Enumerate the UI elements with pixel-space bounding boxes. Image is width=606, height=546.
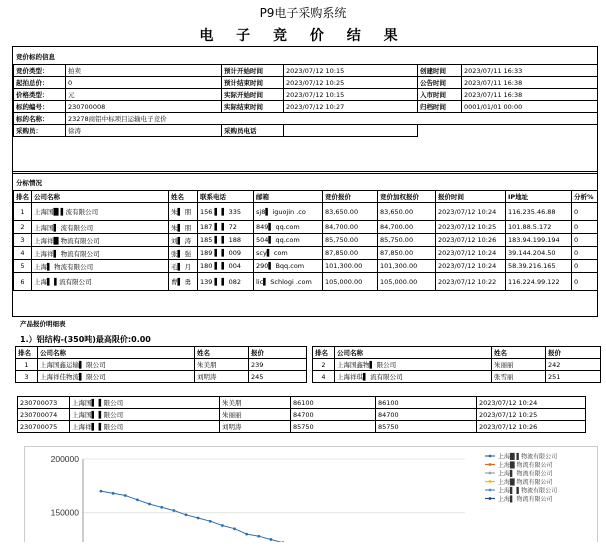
score-cell: 58.39.216.165 — [506, 260, 572, 273]
score-cell: 上海国▌ 流有限公司 — [32, 221, 169, 234]
score-cell: 87,850.00 — [323, 247, 378, 260]
bid-cell: 2023/07/12 10:26 — [477, 421, 586, 433]
score-cell: 85,750.00 — [378, 234, 436, 247]
score-cell: 3 — [14, 234, 32, 247]
bid-cell: 上海国▌ ▌限公司 — [70, 397, 220, 409]
score-cell: 84,700.00 — [378, 221, 436, 234]
score-cell: 毛▌ 月 — [169, 260, 198, 273]
bid-cell: 86100 — [376, 397, 477, 409]
info-label: 预计开始时间 — [222, 65, 284, 77]
bid-cell: 230700073 — [18, 397, 70, 409]
detail-col-header: 公司名称 — [38, 347, 195, 359]
score-row — [14, 260, 598, 273]
app-title: P9电子采购系统 — [259, 6, 347, 20]
score-col-header: 分析% — [572, 191, 598, 203]
detail-right-table — [312, 346, 601, 383]
bid-cell: 刘明涛 — [220, 421, 291, 433]
detail-cell: 242 — [546, 359, 601, 371]
score-cell: 2023/07/12 10:22 — [436, 273, 506, 291]
info-section-title: 竞价标的信息 — [16, 53, 55, 61]
detail-cell: 251 — [546, 371, 601, 383]
series-point — [100, 490, 103, 493]
legend-marker — [489, 455, 492, 458]
bid-cell: 2023/07/12 10:25 — [477, 409, 586, 421]
bid-cell: 朱美朋 — [220, 397, 291, 409]
info-row — [14, 101, 598, 113]
info-table — [13, 64, 598, 137]
info-value: 2023/07/12 10:15 — [284, 89, 418, 101]
score-cell: 183.94.199.194 — [506, 234, 572, 247]
score-cell: 刘▌ 涛 — [169, 234, 198, 247]
series-point — [197, 517, 200, 520]
bid-cell: 上海国▌ ▌限公司 — [70, 409, 220, 421]
legend-label: 上海▌ 物流有限公司 — [498, 496, 553, 503]
bid-row — [18, 421, 586, 433]
series-point — [136, 498, 139, 501]
info-value: 2023/07/12 10:15 — [284, 65, 418, 77]
score-cell: 0 — [572, 247, 598, 260]
series-point — [221, 524, 224, 527]
score-row — [14, 221, 598, 234]
score-cell: 上海祥▌ 物流有限公司 — [32, 247, 169, 260]
price-chart — [24, 446, 598, 542]
legend-marker — [489, 463, 492, 466]
detail-cell: 上海祥琪▌ 流有限公司 — [335, 371, 492, 383]
buyer-label: 采购员： — [14, 125, 66, 137]
bid-cell: 85750 — [291, 421, 376, 433]
score-cell: 0 — [572, 273, 598, 291]
info-label: 起拍总价： — [14, 77, 66, 89]
score-col-header: 公司名称 — [32, 191, 169, 203]
bid-cell: 230700074 — [18, 409, 70, 421]
score-col-header: IP地址 — [506, 191, 572, 203]
score-cell: 849▌ qq.com — [254, 221, 323, 234]
score-row — [14, 273, 598, 291]
detail-cell: 1 — [16, 359, 38, 371]
score-cell: 2023/07/12 10:24 — [436, 203, 506, 221]
buyer-phone-label: 采购员电话 — [222, 125, 284, 137]
score-cell: 105,000.00 — [378, 273, 436, 291]
detail-cell: 上海祥佳物流▌ 限公司 — [38, 371, 195, 383]
detail-cell: 上海国鑫运输▌ 限公司 — [38, 359, 195, 371]
series-point — [124, 494, 127, 497]
score-col-header: 报价时间 — [436, 191, 506, 203]
detail-row — [16, 371, 307, 383]
score-cell: 上海▌ 物流有限公司 — [32, 260, 169, 273]
price-chart-svg — [25, 447, 597, 542]
score-cell: 139 ▌ ▌ 082 — [198, 273, 254, 291]
buyer-value: 徐涛 — [66, 125, 222, 137]
series-point — [185, 513, 188, 516]
detail-cell: 245 — [249, 371, 307, 383]
info-label: 入市时间 — [418, 89, 462, 101]
scores-section-title: 分标情况 — [16, 179, 42, 187]
series-point — [112, 492, 115, 495]
score-cell: 0 — [572, 234, 598, 247]
legend-marker — [489, 480, 492, 483]
score-col-header: 联系电话 — [198, 191, 254, 203]
bid-cell: 朱丽丽 — [220, 409, 291, 421]
score-cell: 84,700.00 — [323, 221, 378, 234]
info-section — [12, 46, 598, 174]
score-cell: 0 — [572, 260, 598, 273]
bid-row — [18, 397, 586, 409]
detail-cell: 朱丽丽 — [492, 359, 546, 371]
score-row — [14, 234, 598, 247]
detail-cell: 2 — [313, 359, 335, 371]
score-cell: 上海国█ ▌流有限公司 — [32, 203, 169, 221]
score-cell: 85,750.00 — [323, 234, 378, 247]
score-cell: 0 — [572, 221, 598, 234]
score-col-header: 排名 — [14, 191, 32, 203]
item-title: 1.）铝结构-(350吨)最高限价:0.00 — [20, 335, 151, 344]
legend-marker — [489, 489, 492, 492]
detail-row — [313, 359, 601, 371]
bid-row — [18, 409, 586, 421]
detail-row — [16, 359, 307, 371]
info-label: 竞价类型： — [14, 65, 66, 77]
score-cell: 101.88.5.172 — [506, 221, 572, 234]
info-value: 元 — [66, 89, 222, 101]
info-label: 价格类型： — [14, 89, 66, 101]
info-label: 归档时间 — [418, 101, 462, 113]
info-label: 实际结束时间 — [222, 101, 284, 113]
score-cell: 290▌ Bqq.com — [254, 260, 323, 273]
detail-col-header: 报价 — [546, 347, 601, 359]
score-cell: sj8▌ iguojin .co — [254, 203, 323, 221]
bid-cell: 86100 — [291, 397, 376, 409]
score-cell: 101,300.00 — [378, 260, 436, 273]
score-cell: 张▌ 强 — [169, 247, 198, 260]
info-row — [14, 89, 598, 101]
score-cell: 83,650.00 — [323, 203, 378, 221]
score-cell: 187 ▌ ▌ 72 — [198, 221, 254, 234]
score-cell: 83,650.00 — [378, 203, 436, 221]
score-cell: 朱▌ 朋 — [169, 221, 198, 234]
score-cell: 87,850.00 — [378, 247, 436, 260]
info-label: 实际开始时间 — [222, 89, 284, 101]
score-cell: 156 ▌ ▌ 335 — [198, 203, 254, 221]
detail-cell: 上海国鑫物▌ 限公司 — [335, 359, 492, 371]
series-point — [245, 533, 248, 536]
series-point — [148, 503, 151, 506]
bid-cell: 85750 — [376, 421, 477, 433]
info-label: 标的编号： — [14, 101, 66, 113]
score-cell: 2 — [14, 221, 32, 234]
detail-col-header: 报价 — [249, 347, 307, 359]
legend-label: 上海█ 物流有限公司 — [498, 462, 553, 469]
detail-col-header: 排名 — [16, 347, 38, 359]
detail-cell: 朱美朋 — [195, 359, 249, 371]
info-label: 创建时间 — [418, 65, 462, 77]
bid-cell: 上海祥▌ ▌限公司 — [70, 421, 220, 433]
info-value: 2023/07/12 10:27 — [284, 101, 418, 113]
score-cell: 101,300.00 — [323, 260, 378, 273]
legend-marker — [489, 497, 492, 500]
score-cell: scy▌ com — [254, 247, 323, 260]
score-cell: 5 — [14, 260, 32, 273]
series-point — [160, 506, 163, 509]
blank-cell — [418, 125, 598, 137]
score-cell: 朱▌ 朋 — [169, 203, 198, 221]
score-cell: 39.144.204.50 — [506, 247, 572, 260]
score-cell: 116.235.46.88 — [506, 203, 572, 221]
series-point — [257, 535, 260, 538]
series-point — [172, 509, 175, 512]
score-col-header: 姓名 — [169, 191, 198, 203]
y-tick-label: 200000 — [50, 454, 79, 464]
buyer-phone-value — [284, 125, 418, 137]
info-value: 2023/07/11 16:38 — [462, 77, 598, 89]
score-col-header: 竞价报价 — [323, 191, 378, 203]
score-row — [14, 203, 598, 221]
name-value: 23278商铝中标项目运输电子竞价 — [66, 113, 598, 125]
detail-cell: 刘明涛 — [195, 371, 249, 383]
legend-label: 上海█ ▌物流有限公司 — [498, 453, 558, 461]
detail-col-header: 排名 — [313, 347, 335, 359]
detail-left-table — [15, 346, 307, 383]
info-row — [14, 65, 598, 77]
legend-marker — [489, 472, 492, 475]
scores-table — [13, 190, 598, 291]
detail-col-header: 姓名 — [492, 347, 546, 359]
score-cell: 6 — [14, 273, 32, 291]
info-value: 2023/07/12 10:25 — [284, 77, 418, 89]
detail-row — [313, 371, 601, 383]
info-value: 0 — [66, 77, 222, 89]
score-cell: 4 — [14, 247, 32, 260]
score-cell: 上海▌ ▌流有限公司 — [32, 273, 169, 291]
detail-cell: 3 — [16, 371, 38, 383]
score-row — [14, 247, 598, 260]
bid-cell: 2023/07/12 10:24 — [477, 397, 586, 409]
score-cell: lic▌ Schlogi .com — [254, 273, 323, 291]
detail-col-header: 姓名 — [195, 347, 249, 359]
bids-table — [17, 396, 586, 433]
series-point — [209, 520, 212, 523]
score-cell: 105,000.00 — [323, 273, 378, 291]
info-value: 拍卖 — [66, 65, 222, 77]
detail-title: 产品报价明细表 — [20, 320, 66, 328]
score-cell: 185 ▌ ▌ 188 — [198, 234, 254, 247]
detail-cell: 239 — [249, 359, 307, 371]
detail-col-header: 公司名称 — [335, 347, 492, 359]
legend-label: 上海█ 物流有限公司 — [498, 479, 553, 486]
name-label: 标的名称： — [14, 113, 66, 125]
score-cell: 2023/07/12 10:24 — [436, 247, 506, 260]
info-value: 0001/01/01 00:00 — [462, 101, 598, 113]
score-cell: 曹▌ 勇 — [169, 273, 198, 291]
series-point — [270, 538, 273, 541]
scores-section — [12, 171, 598, 317]
score-cell: 2023/07/12 10:25 — [436, 221, 506, 234]
legend-label: 上海▌ ▌物流有限公司 — [498, 487, 558, 495]
y-tick-label: 150000 — [50, 507, 79, 518]
score-cell: 116.224.99.122 — [506, 273, 572, 291]
doc-title: 电 子 竞 价 结 果 — [199, 28, 407, 44]
detail-cell: 张雪丽 — [492, 371, 546, 383]
series-point — [282, 541, 285, 542]
score-cell: 2023/07/12 10:24 — [436, 260, 506, 273]
score-cell: 上海祥█ 物流有限公司 — [32, 234, 169, 247]
info-label: 预计结束时间 — [222, 77, 284, 89]
score-cell: 1 — [14, 203, 32, 221]
bid-cell: 84700 — [291, 409, 376, 421]
score-col-header: 邮箱 — [254, 191, 323, 203]
bid-cell: 230700075 — [18, 421, 70, 433]
bid-cell: 84700 — [376, 409, 477, 421]
score-cell: 180 ▌ ▌ 004 — [198, 260, 254, 273]
score-col-header: 竞价加权报价 — [378, 191, 436, 203]
info-value: 230700008 — [66, 101, 222, 113]
detail-cell: 4 — [313, 371, 335, 383]
info-value: 2023/07/11 16:38 — [462, 89, 598, 101]
info-row — [14, 77, 598, 89]
legend-label: 上海▌ 物流有限公司 — [498, 470, 553, 478]
info-value: 2023/07/11 16:33 — [462, 65, 598, 77]
score-cell: 2023/07/12 10:26 — [436, 234, 506, 247]
score-cell: 189 ▌ ▌ 009 — [198, 247, 254, 260]
info-label: 公告时间 — [418, 77, 462, 89]
score-cell: 0 — [572, 203, 598, 221]
series-point — [233, 527, 236, 530]
score-cell: 504▌ qq.com — [254, 234, 323, 247]
series-line — [101, 491, 453, 542]
